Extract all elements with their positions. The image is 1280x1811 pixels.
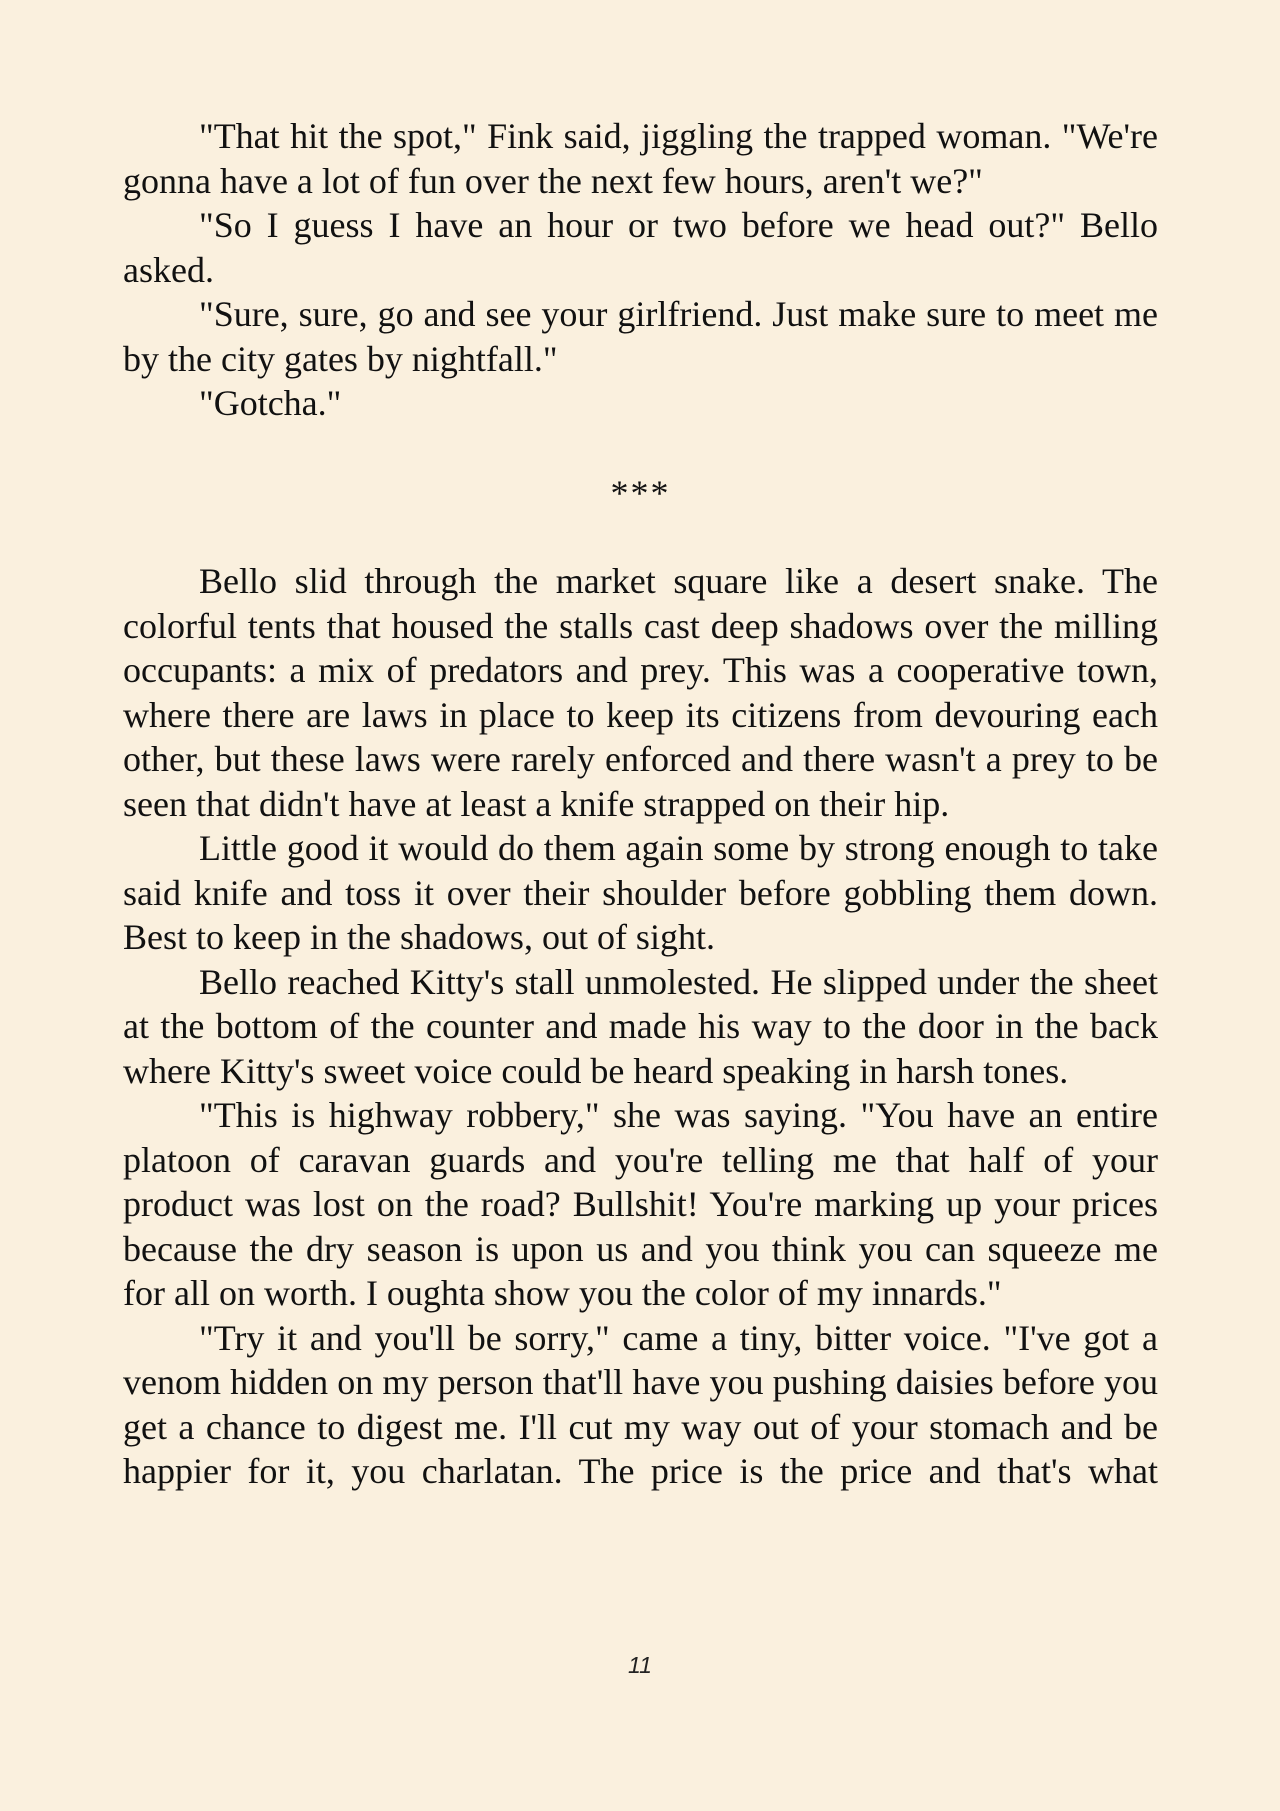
page-number: 11 xyxy=(628,1652,652,1678)
paragraph: Bello reached Kitty's stall unmolested. He slipped under the sheet at the bottom of the counter and made his way to the door in the back where Kitty's sweet voice could be heard speaking in harsh tones. xyxy=(123,961,1158,1091)
paragraph: "This is highway robbery," she was saying. "You have an entire platoon of caravan guards and you're telling me that half of your product was lost on the road? Bullshit! You're marking up your prices because the dry season is upon us and you think you can squeeze me for all on worth. I oughta show you the color of my innards." xyxy=(123,1095,1158,1313)
paragraph: "So I guess I have an hour or two before we head out?" Bello asked. xyxy=(123,205,1158,290)
paragraph: "Try it and you'll be sorry," came a tiny, bitter voice. "I've got a venom hidden on my person that'll have you pushing daisies before you get a chance to digest me. I'll cut my way out of your stomach and be happier for it, you charlatan. The price is the price and that's what xyxy=(123,1317,1158,1491)
paragraph: Bello slid through the market square like a desert snake. The colorful tents that housed the stalls cast deep shadows over the milling occupants: a mix of predators and prey. This was a cooperative town, where there are laws in place to keep its citizens from devouring each other, but these laws were rarely enforced and there wasn't a prey to be seen that didn't have at least a knife strapped on their hip. xyxy=(123,561,1158,824)
page-body xyxy=(123,114,1158,1494)
paragraph: "Gotcha." xyxy=(199,383,342,423)
paragraph: Little good it would do them again some by strong enough to take said knife and toss it over their shoulder before gobbling them down. Best to keep in the shadows, out of sight. xyxy=(123,828,1158,957)
paragraph: "That hit the spot," Fink said, jiggling the trapped woman. "We're gonna have a lot of fun over the next few hours, aren't we?" xyxy=(123,116,1158,201)
scene-break: *** xyxy=(610,472,671,513)
paragraph: "Sure, sure, go and see your girlfriend. Just make sure to meet me by the city gates by nightfall." xyxy=(123,294,1158,379)
